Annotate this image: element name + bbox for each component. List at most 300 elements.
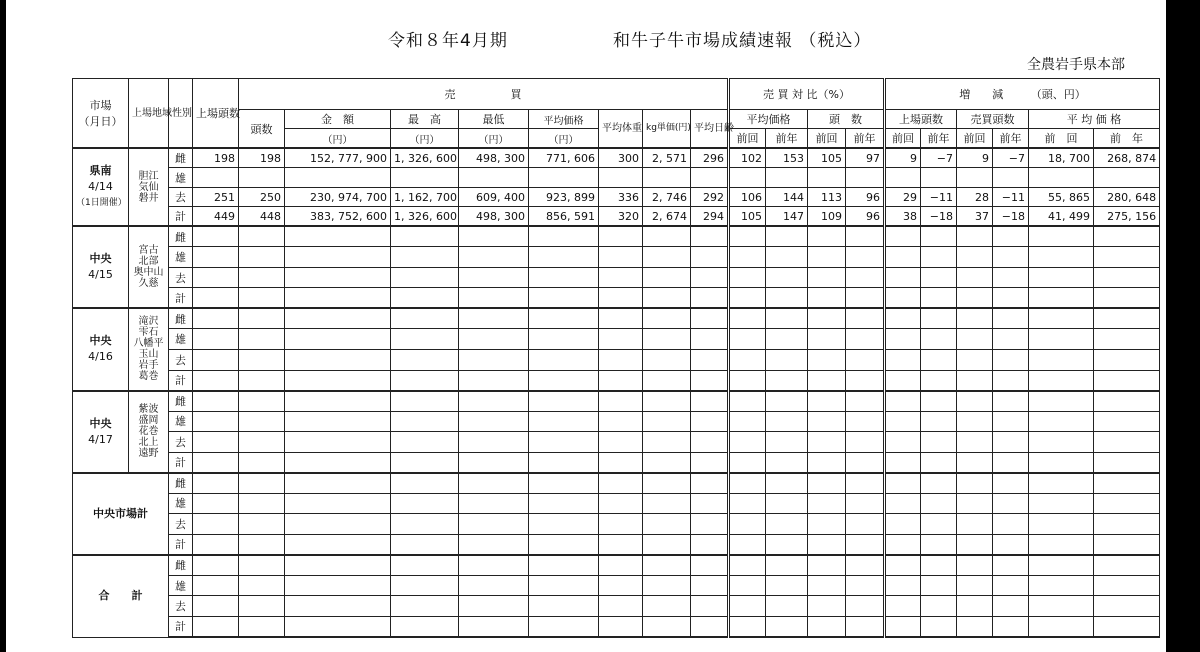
cell-c-price-ly bbox=[766, 349, 808, 370]
cell-listed bbox=[193, 493, 239, 514]
cell-max: 1, 326, 600 bbox=[391, 207, 459, 227]
cell-c-price-prev bbox=[729, 370, 766, 391]
cell-age bbox=[691, 555, 729, 576]
sales-header: 売 買 bbox=[239, 79, 729, 110]
cell-avg bbox=[529, 596, 599, 617]
market-name: 中央 bbox=[89, 252, 112, 266]
cell-max bbox=[391, 534, 459, 555]
cell-amount: 152, 777, 900 bbox=[285, 148, 391, 168]
cell-d-price-ly: 275, 156 bbox=[1094, 207, 1160, 227]
sex-cell: 雌 bbox=[169, 391, 193, 412]
report-title: 和牛子牛市場成績速報 （税込） bbox=[613, 31, 872, 51]
table-row bbox=[73, 534, 1160, 555]
cell-c-price-prev bbox=[729, 247, 766, 268]
cell-c-heads-ly bbox=[846, 329, 885, 350]
cell-amount bbox=[285, 391, 391, 412]
cell-d-price-ly bbox=[1094, 534, 1160, 555]
cell-amount bbox=[285, 308, 391, 329]
cell-c-price-ly bbox=[766, 288, 808, 309]
scan-edge-left bbox=[0, 0, 6, 652]
market-header bbox=[73, 79, 129, 149]
cell-max bbox=[391, 452, 459, 473]
sex-cell: 計 bbox=[169, 616, 193, 637]
cell-min bbox=[459, 168, 529, 188]
cell-d-price-ly bbox=[1094, 247, 1160, 268]
cell-d-listed-ly bbox=[921, 349, 957, 370]
cell-d-listed-ly bbox=[921, 493, 957, 514]
cell-weight bbox=[599, 493, 643, 514]
cell-d-sold-prev bbox=[957, 168, 993, 188]
cell-avg: 923, 899 bbox=[529, 187, 599, 207]
cell-age bbox=[691, 411, 729, 432]
cell-max bbox=[391, 432, 459, 453]
cell-listed bbox=[193, 391, 239, 412]
cell-kg bbox=[643, 575, 691, 596]
cell-kg bbox=[643, 514, 691, 535]
cell-c-heads-prev: 105 bbox=[808, 148, 846, 168]
cell-c-price-ly bbox=[766, 596, 808, 617]
cell-sold bbox=[239, 452, 285, 473]
sex-cell: 計 bbox=[169, 452, 193, 473]
cell-c-heads-ly bbox=[846, 473, 885, 494]
cell-listed bbox=[193, 411, 239, 432]
cell-d-listed-prev: 38 bbox=[885, 207, 921, 227]
cell-d-price-prev bbox=[1029, 226, 1094, 247]
cell-d-price-ly bbox=[1094, 308, 1160, 329]
sex-header: 性別 bbox=[169, 79, 193, 149]
cell-c-heads-ly: 96 bbox=[846, 187, 885, 207]
cell-avg bbox=[529, 308, 599, 329]
cell-min bbox=[459, 514, 529, 535]
cell-d-price-ly bbox=[1094, 575, 1160, 596]
cell-c-heads-prev bbox=[808, 555, 846, 576]
cell-min bbox=[459, 288, 529, 309]
cell-c-heads-prev bbox=[808, 452, 846, 473]
diff-sold-header: 売買頭数 bbox=[957, 109, 1029, 129]
market-name: 中央 bbox=[89, 416, 112, 430]
cell-c-heads-prev bbox=[808, 575, 846, 596]
cell-amount: 230, 974, 700 bbox=[285, 187, 391, 207]
cell-d-price-prev bbox=[1029, 575, 1094, 596]
cell-listed bbox=[193, 370, 239, 391]
cell-weight bbox=[599, 329, 643, 350]
cell-kg bbox=[643, 534, 691, 555]
cell-c-price-prev bbox=[729, 493, 766, 514]
market-header-label: 市場 bbox=[89, 99, 112, 113]
table-row bbox=[73, 308, 1160, 329]
region-cell: 滝沢 雫石 八幡平 玉山 岩手 葛巻 bbox=[129, 308, 169, 390]
cell-amount bbox=[285, 452, 391, 473]
cell-d-listed-prev bbox=[885, 555, 921, 576]
cell-avg bbox=[529, 473, 599, 494]
cell-avg bbox=[529, 168, 599, 188]
cell-c-heads-prev bbox=[808, 308, 846, 329]
cell-d-price-ly bbox=[1094, 473, 1160, 494]
cell-sold bbox=[239, 226, 285, 247]
cell-d-sold-ly bbox=[993, 168, 1029, 188]
cell-age: 294 bbox=[691, 207, 729, 227]
market-name: 県南 bbox=[89, 164, 112, 178]
cell-d-listed-prev bbox=[885, 473, 921, 494]
cell-listed: 198 bbox=[193, 148, 239, 168]
cell-d-listed-ly bbox=[921, 308, 957, 329]
yen-unit: （円） bbox=[529, 129, 599, 149]
cell-min bbox=[459, 555, 529, 576]
cell-max bbox=[391, 168, 459, 188]
cell-d-listed-ly bbox=[921, 391, 957, 412]
cell-d-price-ly bbox=[1094, 411, 1160, 432]
cell-amount bbox=[285, 616, 391, 637]
cell-c-heads-ly bbox=[846, 452, 885, 473]
region-cell: 紫波 盛岡 花巻 北上 遠野 bbox=[129, 391, 169, 473]
cell-max bbox=[391, 575, 459, 596]
sex-cell: 雌 bbox=[169, 308, 193, 329]
cell-d-sold-ly bbox=[993, 267, 1029, 288]
cell-sold bbox=[239, 308, 285, 329]
avg-price-header: 平均価格 bbox=[529, 109, 599, 129]
cell-kg bbox=[643, 473, 691, 494]
cell-c-price-ly bbox=[766, 555, 808, 576]
table-row bbox=[73, 555, 1160, 576]
cell-c-price-ly bbox=[766, 452, 808, 473]
cell-max bbox=[391, 473, 459, 494]
cell-c-price-prev bbox=[729, 514, 766, 535]
cell-amount bbox=[285, 288, 391, 309]
cell-d-listed-prev bbox=[885, 247, 921, 268]
max-header: 最 高 bbox=[391, 109, 459, 129]
cell-d-sold-ly bbox=[993, 432, 1029, 453]
cell-d-listed-prev bbox=[885, 493, 921, 514]
cell-d-listed-prev bbox=[885, 452, 921, 473]
cell-c-price-ly bbox=[766, 493, 808, 514]
cell-sold: 250 bbox=[239, 187, 285, 207]
cell-min bbox=[459, 329, 529, 350]
last-year-header: 前年 bbox=[846, 129, 885, 149]
cell-amount bbox=[285, 267, 391, 288]
cell-d-listed-prev bbox=[885, 329, 921, 350]
table-row bbox=[73, 473, 1160, 494]
market-cell bbox=[73, 308, 129, 390]
cell-c-price-ly: 144 bbox=[766, 187, 808, 207]
sex-cell: 雌 bbox=[169, 226, 193, 247]
cell-listed bbox=[193, 329, 239, 350]
cell-c-heads-ly bbox=[846, 226, 885, 247]
cell-kg bbox=[643, 555, 691, 576]
organization-label: 全農岩手県本部 bbox=[1027, 57, 1125, 73]
cell-age bbox=[691, 493, 729, 514]
cell-d-sold-prev bbox=[957, 411, 993, 432]
cell-d-price-ly bbox=[1094, 329, 1160, 350]
cell-avg bbox=[529, 329, 599, 350]
cell-c-heads-prev bbox=[808, 267, 846, 288]
cell-c-heads-ly bbox=[846, 432, 885, 453]
cell-d-sold-prev bbox=[957, 452, 993, 473]
cell-d-price-prev: 18, 700 bbox=[1029, 148, 1094, 168]
cell-weight bbox=[599, 288, 643, 309]
cell-age bbox=[691, 514, 729, 535]
cell-c-heads-ly bbox=[846, 493, 885, 514]
cell-sold bbox=[239, 247, 285, 268]
cell-max bbox=[391, 391, 459, 412]
cell-min: 498, 300 bbox=[459, 148, 529, 168]
cell-weight bbox=[599, 411, 643, 432]
cell-sold bbox=[239, 534, 285, 555]
cell-c-heads-prev: 113 bbox=[808, 187, 846, 207]
cell-c-price-prev: 102 bbox=[729, 148, 766, 168]
last-year-header: 前年 bbox=[921, 129, 957, 149]
cell-age bbox=[691, 329, 729, 350]
cell-listed bbox=[193, 226, 239, 247]
min-header: 最低 bbox=[459, 109, 529, 129]
table-row bbox=[73, 596, 1160, 617]
cell-d-sold-ly bbox=[993, 596, 1029, 617]
prev-header: 前回 bbox=[729, 129, 766, 149]
cell-listed bbox=[193, 288, 239, 309]
cell-avg bbox=[529, 493, 599, 514]
market-date: 4/15 bbox=[88, 268, 113, 282]
cell-min bbox=[459, 596, 529, 617]
cell-d-price-prev: 41, 499 bbox=[1029, 207, 1094, 227]
diff-avg-price-header: 平 均 価 格 bbox=[1029, 109, 1160, 129]
cell-sold bbox=[239, 391, 285, 412]
table-row bbox=[73, 514, 1160, 535]
cell-d-sold-ly bbox=[993, 534, 1029, 555]
cell-sold bbox=[239, 596, 285, 617]
diff-listed-header: 上場頭数 bbox=[885, 109, 957, 129]
cell-d-sold-ly bbox=[993, 493, 1029, 514]
table-row bbox=[73, 391, 1160, 412]
cell-c-heads-ly bbox=[846, 168, 885, 188]
amount-header: 金 額 bbox=[285, 109, 391, 129]
cell-d-listed-prev bbox=[885, 534, 921, 555]
cell-sold bbox=[239, 329, 285, 350]
cell-d-sold-ly bbox=[993, 452, 1029, 473]
sex-cell: 雌 bbox=[169, 473, 193, 494]
cell-listed bbox=[193, 247, 239, 268]
cell-c-heads-prev bbox=[808, 329, 846, 350]
cell-age: 292 bbox=[691, 187, 729, 207]
cell-c-heads-prev bbox=[808, 247, 846, 268]
last-year-header: 前 年 bbox=[1094, 129, 1160, 149]
cell-d-sold-ly bbox=[993, 616, 1029, 637]
cell-listed: 251 bbox=[193, 187, 239, 207]
cell-min bbox=[459, 411, 529, 432]
cell-min bbox=[459, 349, 529, 370]
cell-c-price-prev bbox=[729, 349, 766, 370]
cell-d-price-ly bbox=[1094, 288, 1160, 309]
cell-c-price-prev bbox=[729, 555, 766, 576]
cell-d-price-ly bbox=[1094, 349, 1160, 370]
cell-listed bbox=[193, 432, 239, 453]
cell-max bbox=[391, 226, 459, 247]
cell-max bbox=[391, 370, 459, 391]
cell-d-listed-ly bbox=[921, 226, 957, 247]
table-row bbox=[73, 288, 1160, 309]
cell-d-sold-prev bbox=[957, 226, 993, 247]
cell-d-sold-prev bbox=[957, 247, 993, 268]
cell-weight bbox=[599, 596, 643, 617]
cell-kg bbox=[643, 616, 691, 637]
cell-d-price-prev bbox=[1029, 288, 1094, 309]
cell-d-listed-prev bbox=[885, 596, 921, 617]
cell-d-price-prev bbox=[1029, 452, 1094, 473]
prev-header: 前回 bbox=[885, 129, 921, 149]
cell-max bbox=[391, 514, 459, 535]
cell-age bbox=[691, 226, 729, 247]
table-row bbox=[73, 187, 1160, 207]
cell-amount bbox=[285, 411, 391, 432]
cell-avg bbox=[529, 349, 599, 370]
cell-avg bbox=[529, 247, 599, 268]
cell-avg bbox=[529, 616, 599, 637]
cell-listed bbox=[193, 616, 239, 637]
cell-d-sold-prev bbox=[957, 329, 993, 350]
cell-avg bbox=[529, 432, 599, 453]
cell-c-heads-ly bbox=[846, 391, 885, 412]
table-row bbox=[73, 575, 1160, 596]
cell-max: 1, 162, 700 bbox=[391, 187, 459, 207]
cell-weight bbox=[599, 370, 643, 391]
cell-c-heads-ly: 97 bbox=[846, 148, 885, 168]
cell-d-listed-prev bbox=[885, 514, 921, 535]
cell-c-price-ly bbox=[766, 616, 808, 637]
cell-c-heads-prev bbox=[808, 534, 846, 555]
cell-avg bbox=[529, 411, 599, 432]
cell-kg bbox=[643, 329, 691, 350]
table-row bbox=[73, 370, 1160, 391]
cell-d-sold-prev bbox=[957, 370, 993, 391]
cell-d-listed-ly bbox=[921, 514, 957, 535]
cell-avg bbox=[529, 267, 599, 288]
cell-max bbox=[391, 267, 459, 288]
cell-age bbox=[691, 247, 729, 268]
cell-c-heads-ly bbox=[846, 616, 885, 637]
sex-cell: 去 bbox=[169, 514, 193, 535]
cell-c-heads-prev: 109 bbox=[808, 207, 846, 227]
sex-cell: 計 bbox=[169, 370, 193, 391]
cell-age bbox=[691, 391, 729, 412]
cell-amount bbox=[285, 575, 391, 596]
cell-c-price-ly bbox=[766, 168, 808, 188]
cell-d-listed-ly bbox=[921, 534, 957, 555]
cell-d-price-prev bbox=[1029, 534, 1094, 555]
cell-c-price-ly bbox=[766, 411, 808, 432]
market-name: 中央 bbox=[89, 334, 112, 348]
cell-amount bbox=[285, 247, 391, 268]
last-year-header: 前年 bbox=[766, 129, 808, 149]
cell-c-price-prev bbox=[729, 452, 766, 473]
cell-amount bbox=[285, 226, 391, 247]
cell-d-sold-prev bbox=[957, 534, 993, 555]
cell-d-sold-prev bbox=[957, 308, 993, 329]
cell-c-price-prev: 106 bbox=[729, 187, 766, 207]
cell-c-heads-ly bbox=[846, 514, 885, 535]
table-row bbox=[73, 329, 1160, 350]
cell-d-price-prev bbox=[1029, 616, 1094, 637]
cell-max bbox=[391, 329, 459, 350]
cell-c-heads-ly bbox=[846, 534, 885, 555]
cell-max bbox=[391, 493, 459, 514]
sex-cell: 雄 bbox=[169, 329, 193, 350]
cell-amount: 383, 752, 600 bbox=[285, 207, 391, 227]
cell-d-price-ly bbox=[1094, 452, 1160, 473]
cell-d-price-prev bbox=[1029, 329, 1094, 350]
cell-d-listed-prev bbox=[885, 370, 921, 391]
cell-max bbox=[391, 616, 459, 637]
cell-avg bbox=[529, 555, 599, 576]
yen-unit: （円） bbox=[391, 129, 459, 149]
sex-cell: 雌 bbox=[169, 555, 193, 576]
cell-d-sold-prev bbox=[957, 473, 993, 494]
cell-kg bbox=[643, 267, 691, 288]
cell-sold bbox=[239, 616, 285, 637]
header-row-1 bbox=[73, 79, 1160, 110]
cell-c-heads-prev bbox=[808, 514, 846, 535]
cell-d-listed-prev: 29 bbox=[885, 187, 921, 207]
cell-d-price-ly bbox=[1094, 168, 1160, 188]
cell-sold bbox=[239, 168, 285, 188]
cell-d-sold-ly bbox=[993, 514, 1029, 535]
cell-age bbox=[691, 596, 729, 617]
cell-sold bbox=[239, 267, 285, 288]
cell-d-listed-prev bbox=[885, 391, 921, 412]
cell-weight bbox=[599, 226, 643, 247]
cell-c-price-ly bbox=[766, 432, 808, 453]
avg-age-header: 平均日齢 bbox=[691, 109, 729, 148]
cell-d-listed-ly bbox=[921, 473, 957, 494]
cell-d-price-prev bbox=[1029, 370, 1094, 391]
cell-c-heads-prev bbox=[808, 432, 846, 453]
cell-amount bbox=[285, 514, 391, 535]
cell-amount bbox=[285, 555, 391, 576]
cell-max: 1, 326, 600 bbox=[391, 148, 459, 168]
cell-avg bbox=[529, 226, 599, 247]
cell-d-listed-ly bbox=[921, 575, 957, 596]
cell-avg bbox=[529, 514, 599, 535]
sex-cell: 去 bbox=[169, 187, 193, 207]
cell-c-price-ly bbox=[766, 308, 808, 329]
cell-amount bbox=[285, 432, 391, 453]
cell-c-price-ly bbox=[766, 247, 808, 268]
cell-d-price-prev bbox=[1029, 168, 1094, 188]
cell-d-listed-prev bbox=[885, 411, 921, 432]
cell-listed bbox=[193, 514, 239, 535]
cell-min bbox=[459, 432, 529, 453]
table-row bbox=[73, 411, 1160, 432]
cell-c-price-ly bbox=[766, 329, 808, 350]
cell-d-sold-ly: −7 bbox=[993, 148, 1029, 168]
cell-sold bbox=[239, 555, 285, 576]
cell-d-sold-ly bbox=[993, 473, 1029, 494]
cell-kg bbox=[643, 226, 691, 247]
cell-c-heads-ly bbox=[846, 555, 885, 576]
cell-d-price-prev bbox=[1029, 411, 1094, 432]
cell-d-price-ly bbox=[1094, 370, 1160, 391]
cell-weight: 300 bbox=[599, 148, 643, 168]
cell-d-price-ly bbox=[1094, 432, 1160, 453]
cell-d-sold-ly bbox=[993, 575, 1029, 596]
cell-d-listed-prev: 9 bbox=[885, 148, 921, 168]
cell-d-listed-ly bbox=[921, 168, 957, 188]
cell-c-price-prev: 105 bbox=[729, 207, 766, 227]
cell-sold bbox=[239, 370, 285, 391]
table-row bbox=[73, 267, 1160, 288]
cell-d-price-prev bbox=[1029, 555, 1094, 576]
cell-d-listed-ly bbox=[921, 370, 957, 391]
sex-cell: 去 bbox=[169, 349, 193, 370]
cell-d-sold-prev bbox=[957, 514, 993, 535]
cell-c-price-prev bbox=[729, 473, 766, 494]
